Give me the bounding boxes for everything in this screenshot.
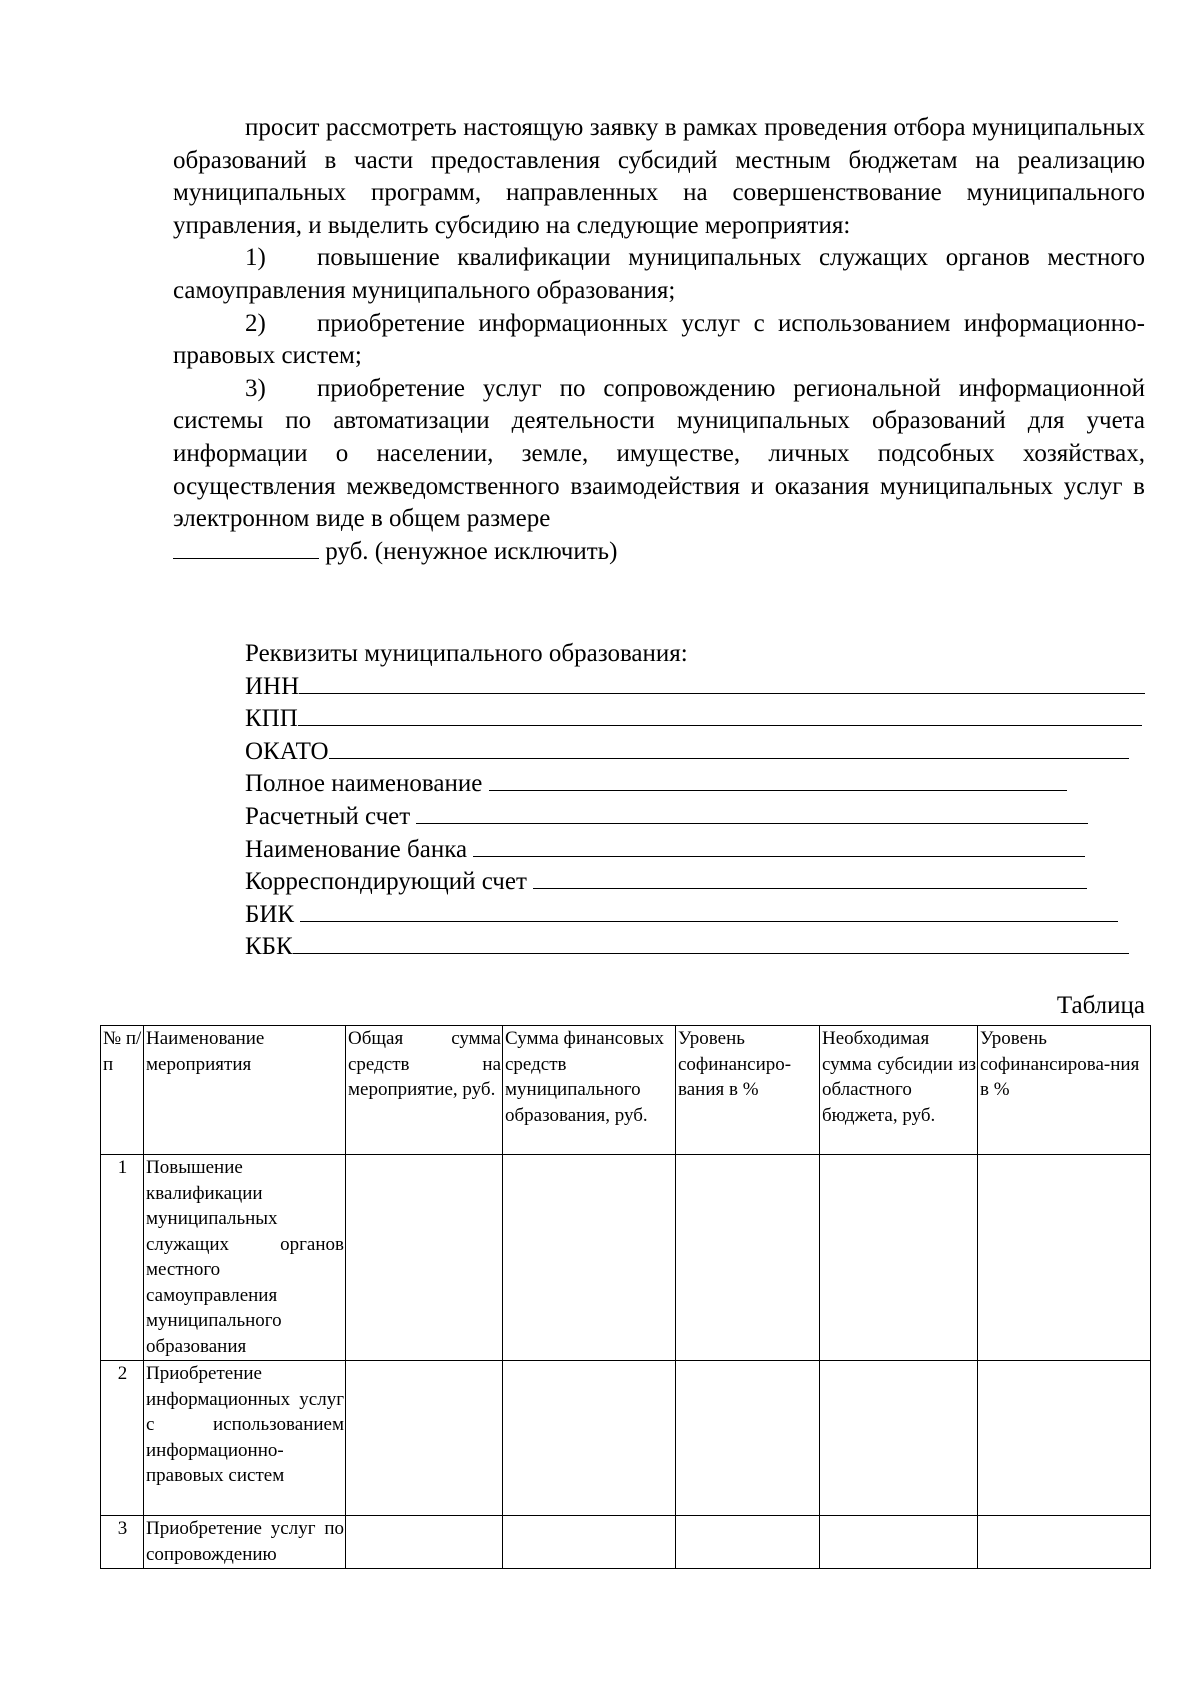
table-cell[interactable] xyxy=(820,1516,978,1569)
requisite-account xyxy=(245,801,1145,834)
table-cell[interactable] xyxy=(978,1361,1151,1516)
requisite-bank-name xyxy=(245,834,1145,867)
closing-line xyxy=(173,536,1145,569)
list-number: 1) xyxy=(245,244,266,272)
table-row xyxy=(101,1361,1151,1516)
header-cell: Уровень софинансирова-ния в % xyxy=(978,1026,1151,1155)
table-cell[interactable] xyxy=(503,1361,676,1516)
bik-blank[interactable] xyxy=(300,899,1118,922)
inn-blank[interactable] xyxy=(299,671,1145,694)
requisite-bik xyxy=(245,899,1145,932)
header-cell: Наименование мероприятия xyxy=(144,1026,346,1155)
list-item-3 xyxy=(173,373,1145,536)
row-name: Повышение квалификации муниципальных служащих органов местного самоуправления муниципального образования xyxy=(144,1155,346,1361)
list-item-1 xyxy=(173,242,1145,307)
table-cell[interactable] xyxy=(676,1516,820,1569)
table-cell[interactable] xyxy=(346,1361,503,1516)
table-cell[interactable] xyxy=(346,1516,503,1569)
table-cell[interactable] xyxy=(820,1361,978,1516)
list-number: 3) xyxy=(245,374,266,402)
requisite-label: КБК xyxy=(245,933,293,961)
requisites-heading: Реквизиты муниципального образования: xyxy=(245,640,688,667)
list-item-2 xyxy=(173,308,1145,373)
header-cell: Необходимая сумма субсидии из областного бюджета, руб. xyxy=(820,1026,978,1155)
kbk-blank[interactable] xyxy=(293,931,1129,954)
table-cell[interactable] xyxy=(676,1155,820,1361)
okato-blank[interactable] xyxy=(329,736,1129,759)
table-cell[interactable] xyxy=(820,1155,978,1361)
requisite-kbk xyxy=(245,931,1145,964)
list-text: повышение квалификации муниципальных служащих органов местного самоуправления муниципального образования; xyxy=(173,244,1145,304)
list-text: приобретение информационных услуг с использованием информационно-правовых систем; xyxy=(173,309,1145,370)
bank-name-blank[interactable] xyxy=(473,834,1085,857)
row-number: 3 xyxy=(101,1516,144,1569)
requisite-inn xyxy=(245,671,1145,704)
requisite-label: Полное наименование xyxy=(245,770,489,798)
requisite-full-name xyxy=(245,768,1145,801)
header-cell: Общая сумма средств на мероприятие, руб. xyxy=(346,1026,503,1155)
application-body xyxy=(173,112,1145,568)
account-blank[interactable] xyxy=(416,801,1088,824)
table-row xyxy=(101,1155,1151,1361)
table-row xyxy=(101,1516,1151,1569)
header-cell: № п/п xyxy=(101,1026,144,1155)
table-cell[interactable] xyxy=(978,1516,1151,1569)
kpp-blank[interactable] xyxy=(298,703,1142,726)
requisite-label: ОКАТО xyxy=(245,737,329,765)
requisite-label: КПП xyxy=(245,705,298,733)
closing-text: руб. (ненужное исключить) xyxy=(325,537,618,565)
corr-account-blank[interactable] xyxy=(533,866,1087,889)
table-cell[interactable] xyxy=(503,1516,676,1569)
requisite-label: Расчетный счет xyxy=(245,802,417,830)
header-cell: Уровень софинансиро-вания в % xyxy=(676,1026,820,1155)
requisite-kpp xyxy=(245,703,1145,736)
table-cell[interactable] xyxy=(978,1155,1151,1361)
table-cell[interactable] xyxy=(676,1361,820,1516)
full-name-blank[interactable] xyxy=(489,768,1067,791)
row-number: 2 xyxy=(101,1361,144,1516)
requisite-label: Корреспондирующий счет xyxy=(245,868,534,896)
requisite-label: ИНН xyxy=(245,672,300,700)
requisite-okato xyxy=(245,736,1145,769)
table-caption: Таблица xyxy=(1056,992,1145,1019)
amount-blank[interactable] xyxy=(173,536,319,559)
list-text: приобретение услуг по сопровождению региональной информационной системы по автоматизации деятельности муниципальных образований для учета информации о населении, земле, имуществе, личных подсобных хозяйствах, осуществления межведомственного взаимодействия и оказания муниципальных услуг в электронном виде в общем размере xyxy=(173,374,1145,533)
table-header-row xyxy=(101,1026,1151,1155)
requisite-label: БИК xyxy=(245,900,301,928)
table-cell[interactable] xyxy=(346,1155,503,1361)
list-number: 2) xyxy=(245,309,266,337)
requisites-block xyxy=(245,638,1145,964)
row-name: Приобретение информационных услуг с использованием информационно-правовых систем xyxy=(144,1361,346,1516)
row-name: Приобретение услуг по сопровождению xyxy=(144,1516,346,1569)
subsidy-table xyxy=(100,1025,1151,1569)
requisite-corr-account xyxy=(245,866,1145,899)
header-cell: Сумма финансовых средств муниципального образования, руб. xyxy=(503,1026,676,1155)
requisite-label: Наименование банка xyxy=(245,835,474,863)
intro-paragraph: просит рассмотреть настоящую заявку в рамках проведения отбора муниципальных образований в части предоставления субсидий местным бюджетам на реализацию муниципальных программ, направленных на совершенствование муниципального управления, и выделить субсидию на следующие мероприятия: xyxy=(173,114,1145,239)
row-number: 1 xyxy=(101,1155,144,1361)
table-cell[interactable] xyxy=(503,1155,676,1361)
